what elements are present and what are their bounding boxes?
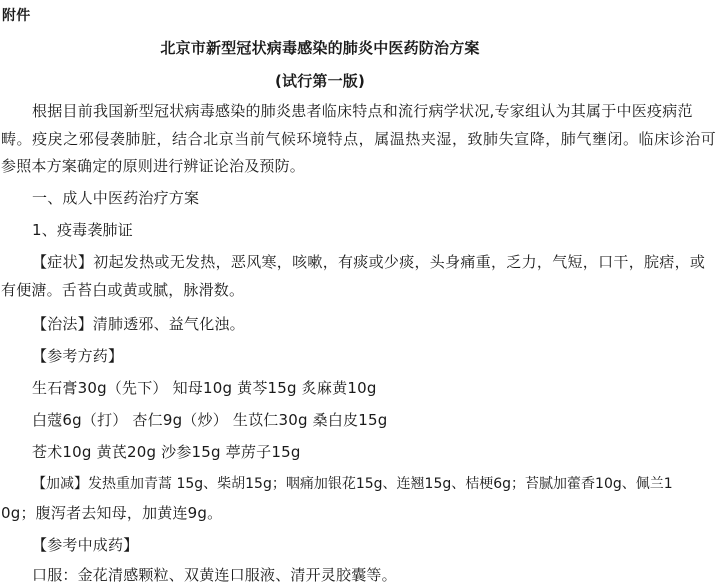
prescription-line-1: 生石膏30g（先下） 知母10g 黄芩15g 炙麻黄10g <box>32 379 377 397</box>
treatment-principle: 【治法】清肺透邪、益气化浊。 <box>32 315 245 333</box>
intro-paragraph-line-2: 畴。疫戾之邪侵袭肺脏，结合北京当前气候环境特点，属温热夹湿，致肺失宣降，肺气壅闭。临床诊治可 <box>1 130 716 148</box>
oral-medicine-line: 口服：金花清感颗粒、双黄连口服液、清开灵胶囊等。 <box>32 566 397 584</box>
modification-line-2: 0g；腹泻者去知母，加黄连9g。 <box>1 504 223 522</box>
intro-paragraph-line-1: 根据目前我国新型冠状病毒感染的肺炎患者临床特点和流行病学状况,专家组认为其属于中医疫病范 <box>32 102 693 120</box>
document-subtitle: (试行第一版) <box>274 72 366 90</box>
prescription-heading: 【参考方药】 <box>32 347 124 365</box>
symptoms-line-1: 【症状】初起发热或无发热，恶风寒，咳嗽，有痰或少痰，头身痛重，乏力，气短，口干，脘痞，或 <box>32 253 706 271</box>
attachment-label: 附件 <box>2 8 31 24</box>
syndrome-heading: 1、疫毒袭肺证 <box>32 221 133 239</box>
modification-line-1: 【加减】发热重加青蒿 15g、柴胡15g；咽痛加银花15g、连翘15g、桔梗6g；苔腻加藿香10g、佩兰1 <box>32 476 673 492</box>
patent-medicine-heading: 【参考中成药】 <box>32 536 139 554</box>
prescription-line-2: 白蔻6g（打） 杏仁9g（炒） 生苡仁30g 桑白皮15g <box>32 411 388 429</box>
intro-paragraph-line-3: 参照本方案确定的原则进行辨证论治及预防。 <box>1 157 306 175</box>
prescription-line-3: 苍术10g 黄芪20g 沙参15g 葶苈子15g <box>32 443 301 461</box>
symptoms-line-2: 有便溏。舌苔白或黄或腻，脉滑数。 <box>1 281 245 299</box>
document-title: 北京市新型冠状病毒感染的肺炎中医药防治方案 <box>160 39 480 57</box>
section-heading: 一、成人中医药治疗方案 <box>32 189 200 207</box>
